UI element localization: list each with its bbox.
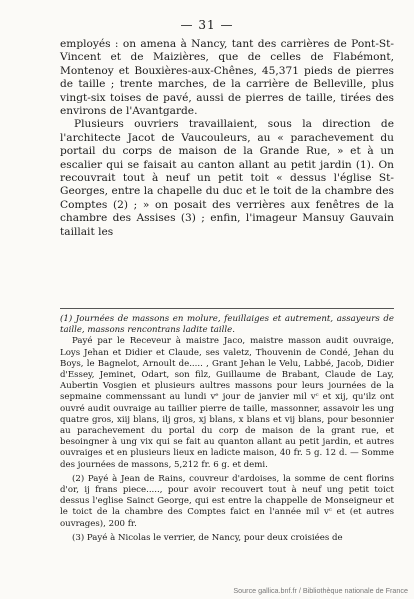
footnote-3: (3) Payé à Nicolas le verrier, de Nancy, pour deux croisiées de <box>72 532 343 543</box>
page-number: — 31 — <box>180 18 234 32</box>
main-text <box>60 38 394 239</box>
footnotes <box>60 314 394 544</box>
footnote-divider <box>60 308 394 309</box>
source-credit: Source gallica.bnf.fr / Bibliothèque nationale de France <box>233 586 408 595</box>
footnote-2: (2) Payé à Jean de Rains, couvreur d'ardoises, la somme de cent florins d'or, ij frans piece....., pour avoir recouvert tout à neuf ung petit toict dessus l'eglise Sainct George, qui est entre la chappelle de Monseigneur et le toict de la chambre des Comptes faict en l'année mil vᶜ et (et autres ouvrages), 200 fr. <box>60 473 394 529</box>
paragraph: employés : on amena à Nancy, tant des carrières de Pont-St-Vincent et de Maizières, que de celles de Flabémont, Montenoy et Bouxières-aux-Chênes, 45,371 pieds de pierres de taille ; trente marches, de la carrière de Belleville, plus vingt-six toises de pavé, aussi de pierres de taille, tirées des environs de l'Avantgarde. <box>60 38 394 118</box>
paragraph: Plusieurs ouvriers travaillaient, sous la direction de l'architecte Jacot de Vaucouleurs, au « parachevement du portail du corps de maison de la Grande Rue, » et à un escalier qui se faisait au canton allant au petit jardin (1). On recouvrait tout à neuf un petit toit « dessus l'église St-Georges, entre la chapelle du duc et le toit de la chambre des Comptes (2) ; » on posait des verrières aux fenêtres de la chambre des Assises (3) ; enfin, l'imageur Mansuy Gauvain taillait les <box>60 118 394 238</box>
footnote-1-text: Payé par le Receveur à maistre Jaco, maistre masson audit ouvraige, Loys Jehan et Didier et Claude, ses valetz, Thouvenin de Condé, Jehan du Boys, le Bagnelot, Arnoult de..... , Grant Jehan le Velu, Labbé, Jacob, Didier d'Essey, Jeminet, Odart, son filz, Guillaume de Brabant, Claude de Lay, Aubertin Vosgien et plusieurs aultres massons pour leurs journées de la sepmaine commenssant au lundi vᵉ jour de janvier mil vᶜ et xij, qu'ilz ont ouvré audit ouvraige au taillier pierre de taille, massonner, assavoir les ung quatre gros, xiij blans, ilj gros, xj blans, x blans et vij blans, pour besonnier au parachevement du portal du corp de maison de la grant rue, et besoingner à ung vix qui se fait au quanton allant au petit jardin, et autres ouvraiges et en plusieurs lieux en ladicte maison, 40 fr. 5 g. 12 d. — Somme des journées de massons, 5,212 fr. 6 g. et demi. <box>60 336 394 470</box>
footnote-1-title: (1) Journées de massons en molure, feuillaiges et autrement, assayeurs de taille, massons rencontrans ladite taille. <box>60 314 394 336</box>
